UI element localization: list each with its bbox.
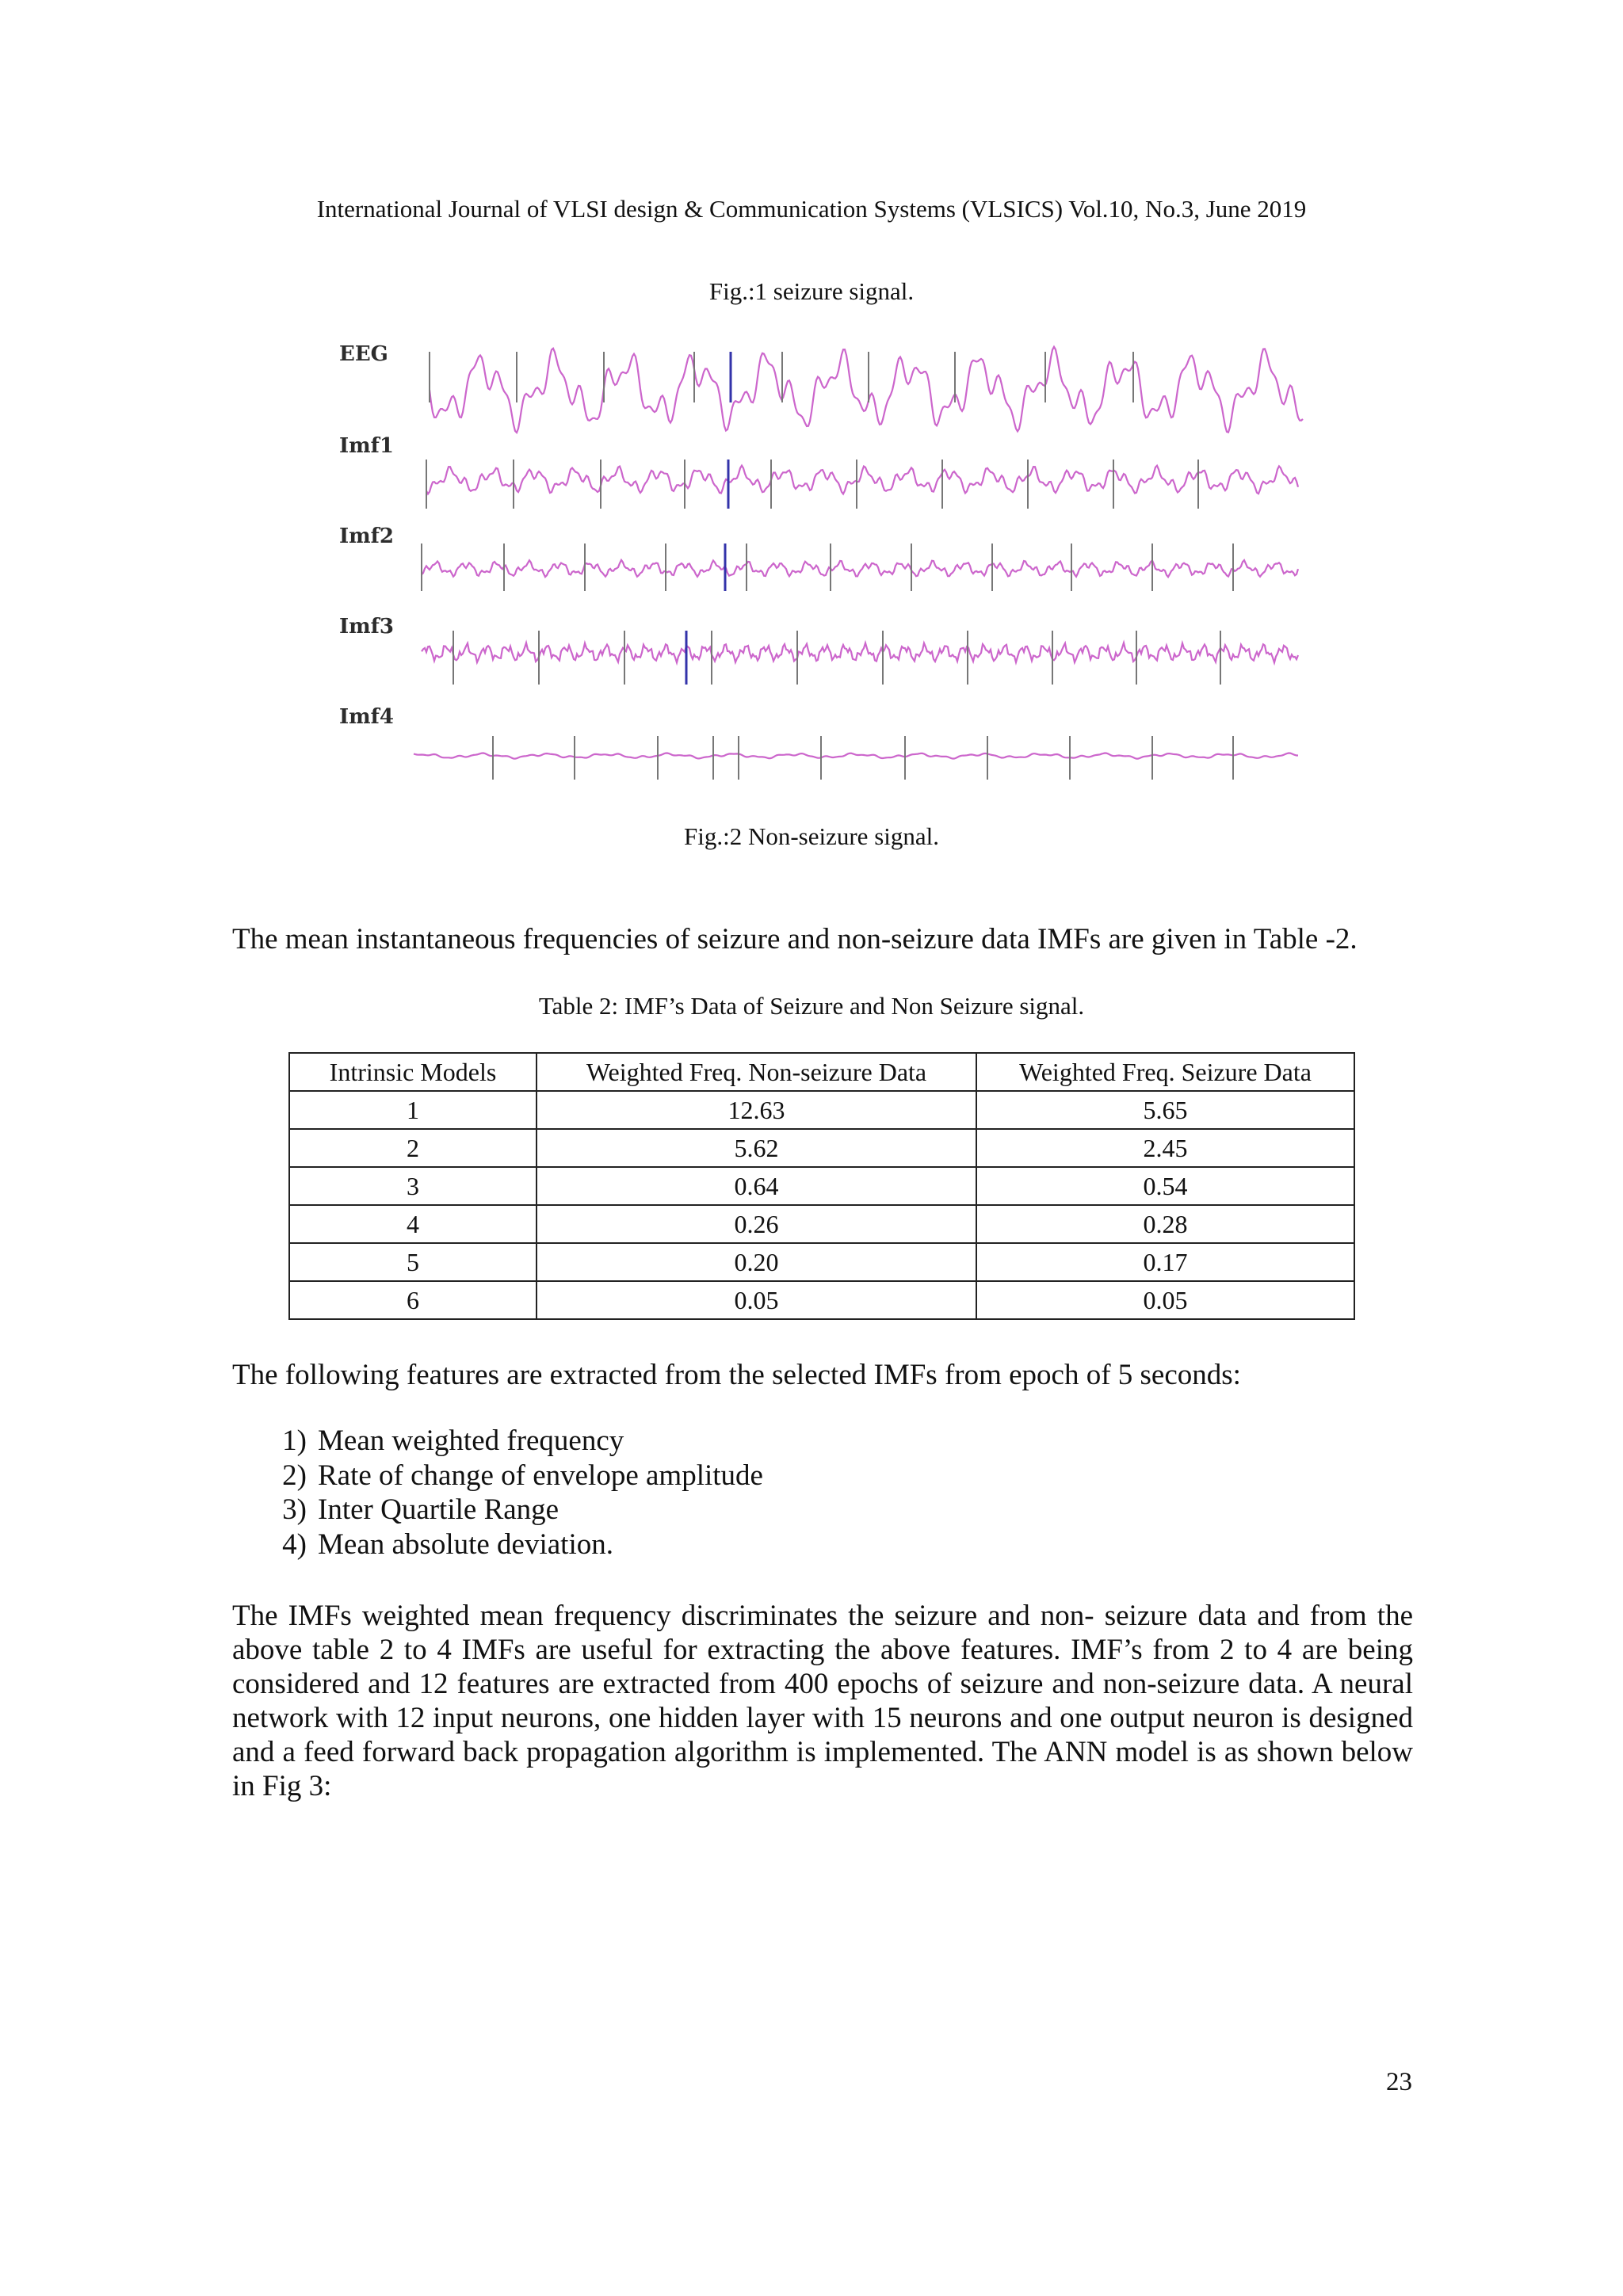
conclusion-paragraph: The IMFs weighted mean frequency discriminates the seizure and non- seizure data and from the above table 2 to 4 IMFs are useful for extracting the above features. IMF’s from 2 to 4 are being considered and 12 features are extracted from 400 epochs of seizure and non-seizure data. A neural network with 12 input neurons, one hidden layer with 15 neurons and one output neuron is designed and a feed forward back propagation algorithm is implemented. The ANN model is as shown below in Fig 3: — [232, 1600, 1413, 1802]
imf-data-table — [288, 1052, 1355, 1320]
list-item-number: 3) — [282, 1493, 307, 1526]
table-row — [289, 1091, 1354, 1129]
eeg-trace — [430, 347, 1303, 433]
cell-seizure: 0.54 — [976, 1167, 1354, 1205]
list-item-text: Mean absolute deviation. — [318, 1527, 613, 1561]
cell-imf: 3 — [289, 1167, 537, 1205]
imf2-trace — [422, 560, 1298, 577]
table-row — [289, 1129, 1354, 1167]
imf4-trace — [414, 753, 1298, 759]
features-intro-paragraph: The following features are extracted from the selected IMFs from epoch of 5 seconds: — [232, 1359, 1241, 1391]
list-item-text: Mean weighted frequency — [318, 1425, 624, 1457]
list-item — [232, 1459, 1342, 1493]
running-header: International Journal of VLSI design & Communication Systems (VLSICS) Vol.10, No.3, June 2019 — [316, 195, 1307, 223]
figure2-signal-traces — [333, 336, 1316, 795]
header-seizure-freq: Weighted Freq. Seizure Data — [976, 1053, 1354, 1091]
cell-seizure: 5.65 — [976, 1091, 1354, 1129]
table-row — [289, 1243, 1354, 1281]
trace-label-imf2: Imf2 — [339, 524, 394, 548]
trace-label-imf3: Imf3 — [339, 615, 394, 639]
trace-label-eeg: EEG — [339, 342, 388, 366]
cell-seizure: 0.05 — [976, 1281, 1354, 1319]
features-list — [232, 1424, 1342, 1562]
list-item — [232, 1527, 1342, 1562]
cell-imf: 6 — [289, 1281, 537, 1319]
cell-imf: 4 — [289, 1205, 537, 1243]
imf3-trace — [422, 643, 1298, 662]
figure1-caption: Fig.:1 seizure signal. — [708, 277, 915, 305]
signal-traces-svg — [333, 336, 1316, 795]
header-non-seizure-freq: Weighted Freq. Non-seizure Data — [537, 1053, 976, 1091]
table-row — [289, 1167, 1354, 1205]
imf1-trace — [426, 466, 1298, 494]
list-item-number: 4) — [282, 1527, 307, 1561]
table-row — [289, 1205, 1354, 1243]
list-item — [232, 1493, 1342, 1527]
cell-non-seizure: 0.64 — [537, 1167, 976, 1205]
intro-paragraph: The mean instantaneous frequencies of seizure and non-seizure data IMFs are given in Table -2. — [232, 923, 1358, 955]
list-item — [232, 1424, 1342, 1459]
trace-label-imf1: Imf1 — [339, 434, 394, 458]
page-number: 23 — [1386, 2068, 1412, 2096]
table2-caption: Table 2: IMF’s Data of Seizure and Non Seizure signal. — [538, 992, 1085, 1020]
cell-non-seizure: 0.20 — [537, 1243, 976, 1281]
table-header-row — [289, 1053, 1354, 1091]
trace-label-imf4: Imf4 — [339, 705, 394, 729]
list-item-number: 2) — [282, 1459, 307, 1492]
table-row — [289, 1281, 1354, 1319]
cell-non-seizure: 0.05 — [537, 1281, 976, 1319]
header-intrinsic-models: Intrinsic Models — [289, 1053, 537, 1091]
cell-imf: 2 — [289, 1129, 537, 1167]
cell-non-seizure: 0.26 — [537, 1205, 976, 1243]
list-item-text: Inter Quartile Range — [318, 1493, 559, 1526]
cell-imf: 5 — [289, 1243, 537, 1281]
figure2-caption: Fig.:2 Non-seizure signal. — [683, 822, 939, 850]
cell-imf: 1 — [289, 1091, 537, 1129]
cell-seizure: 2.45 — [976, 1129, 1354, 1167]
cell-seizure: 0.17 — [976, 1243, 1354, 1281]
list-item-text: Rate of change of envelope amplitude — [318, 1459, 763, 1492]
cell-non-seizure: 12.63 — [537, 1091, 976, 1129]
list-item-number: 1) — [282, 1425, 307, 1457]
cell-seizure: 0.28 — [976, 1205, 1354, 1243]
cell-non-seizure: 5.62 — [537, 1129, 976, 1167]
